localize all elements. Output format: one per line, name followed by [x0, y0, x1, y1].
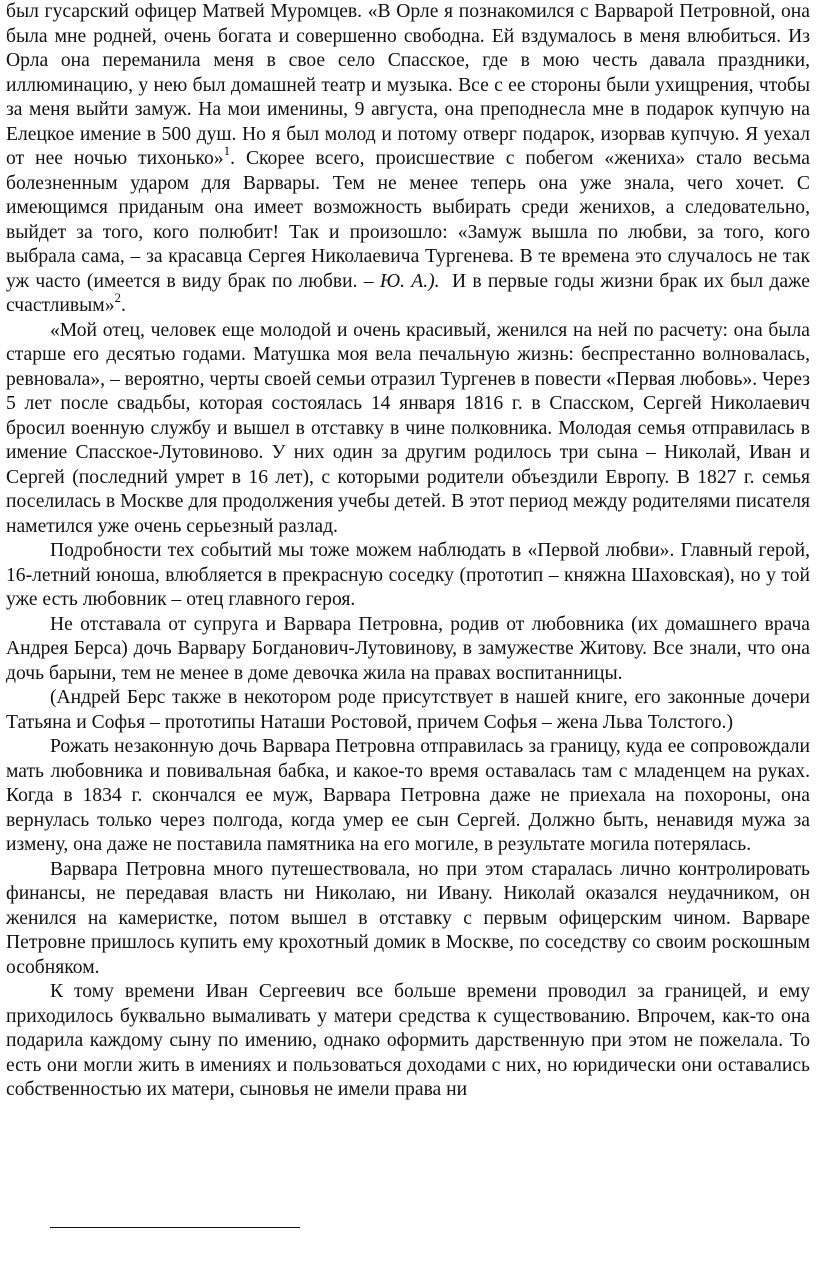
paragraph-2	[6, 319, 810, 540]
text-segment: был гусарский офицер Матвей Муромцев. «В Орле я познакомился с Варварой Петровной, она была мне родней, очень богата и совершенно свободна. Ей вздумалось в меня влюбиться. Из Орла она переманила меня в свое село Спасское, где в мою честь давала праздники, иллюминацию, у нею был домашней театр и музыка. Все с ее стороны были ухищрения, чтобы за меня выйти замуж. На мои именины, 9 августа, она преподнесла мне в подарок купчую на Елецкое имение в 500 душ. Но я был молод и потому отверг подарок, изорвав купчую. Я уехал от нее ночью тихонько»	[6, 1, 810, 169]
paragraph-8	[6, 980, 810, 1103]
footnote-separator	[50, 1227, 300, 1228]
text-segment: К тому времени Иван Сергеевич все больше времени проводил за границей, и ему приходилось буквально вымаливать у матери средства к существованию. Впрочем, как-то она подарила каждому сыну по имению, однако оформить дарственную при этом не пожелала. То есть они могли жить в имениях и пользоваться доходами с них, но юридически они оставались собственностью их матери, сыновья не имели права ни	[6, 981, 810, 1100]
editor-initials: Ю. А.).	[379, 270, 440, 292]
text-segment: И в первые годы жизни брак их был даже счастливым»	[6, 270, 815, 316]
text-segment: Рожать незаконную дочь Варвара Петровна отправилась за границу, куда ее сопровождали мать любовника и повивальная бабка, и какое-то время оставалась там с младенцем на руках. Когда в 1834 г. скончался ее муж, Варвара Петровна даже не приехала на похороны, она вернулась только через полгода, когда умер ее сын Сергей. Должно быть, ненавидя мужа за измену, она даже не поставила памятника на его могиле, в результате могила потерялась.	[6, 736, 810, 855]
text-segment: Подробности тех событий мы тоже можем наблюдать в «Первой любви». Главный герой, 16-летний юноша, влюбляется в прекрасную соседку (прототип – княжна Шаховская), но у той уже есть любовник – отец главного героя.	[6, 540, 810, 610]
text-segment: «Мой отец, человек еще молодой и очень красивый, женился на ней по расчету: она была старше его десятью годами. Матушка моя вела печальную жизнь: беспрестанно волновалась, ревновала», – вероятно, черты своей семьи отразил Тургенев в повести «Первая любовь». Через 5 лет после свадьбы, которая состоялась 14 января 1816 г. в Спасском, Сергей Николаевич бросил военную службу и вышел в отставку в чине полковника. Молодая семья отправилась в имение Спасское-Лутовиново. У них один за другим родилось три сына – Николай, Иван и Сергей (последний умрет в 16 лет), с которыми родители объездили Европу. В 1827 г. семья поселилась в Москве для продолжения учебы детей. В этот период между родителями писателя наметился уже очень серьезный разлад.	[6, 319, 810, 537]
text-segment: . Скорее всего, происшествие с побегом «жениха» стало весьма болезненным ударом для Варвары. Тем не менее теперь она уже знала, чего хочет. С имеющимся приданым она имеет возможность выбирать среди женихов, а следовательно, выйдет за того, кого полюбит! Так и произошло: «Замуж вышла по любви, за того, кого выбрала сама, – за красавца Сергея Николаевича Тургенева. В те времена это случалось не так уж часто (имеется в виду брак по любви. –	[6, 148, 810, 292]
paragraph-4	[6, 613, 810, 687]
body-text	[6, 0, 815, 1103]
text-segment: (Андрей Берс также в некотором роде присутствует в нашей книге, его законные дочери Татьяна и Софья – прототипы Наташи Ростовой, причем Софья – жена Льва Толстого.)	[6, 687, 810, 733]
text-segment: Не отставала от супруга и Варвара Петровна, родив от любовника (их домашнего врача Андрея Берса) дочь Варвару Богданович-Лутовинову, в замужестве Житову. Все знали, что она дочь барыни, тем не менее в доме девочка жила на правах воспитанницы.	[6, 613, 810, 684]
paragraph-5	[6, 686, 810, 735]
paragraph-3	[6, 539, 810, 613]
paragraph-7	[6, 858, 810, 981]
text-segment: .	[121, 295, 126, 316]
paragraph-6	[6, 735, 810, 858]
footnote-marker-2[interactable]: 2	[114, 290, 122, 306]
footnote-marker-1[interactable]: 1	[223, 143, 231, 159]
paragraph-1	[6, 0, 815, 319]
text-segment: Варвара Петровна много путешествовала, но при этом старалась лично контролировать финансы, не передавая власть ни Николаю, ни Ивану. Николай оказался неудачником, он женился на камеристке, потом вышел в отставку с первым офицерским чином. Варваре Петровне пришлось купить ему крохотный домик в Москве, по соседству со своим роскошным особняком.	[6, 858, 810, 978]
